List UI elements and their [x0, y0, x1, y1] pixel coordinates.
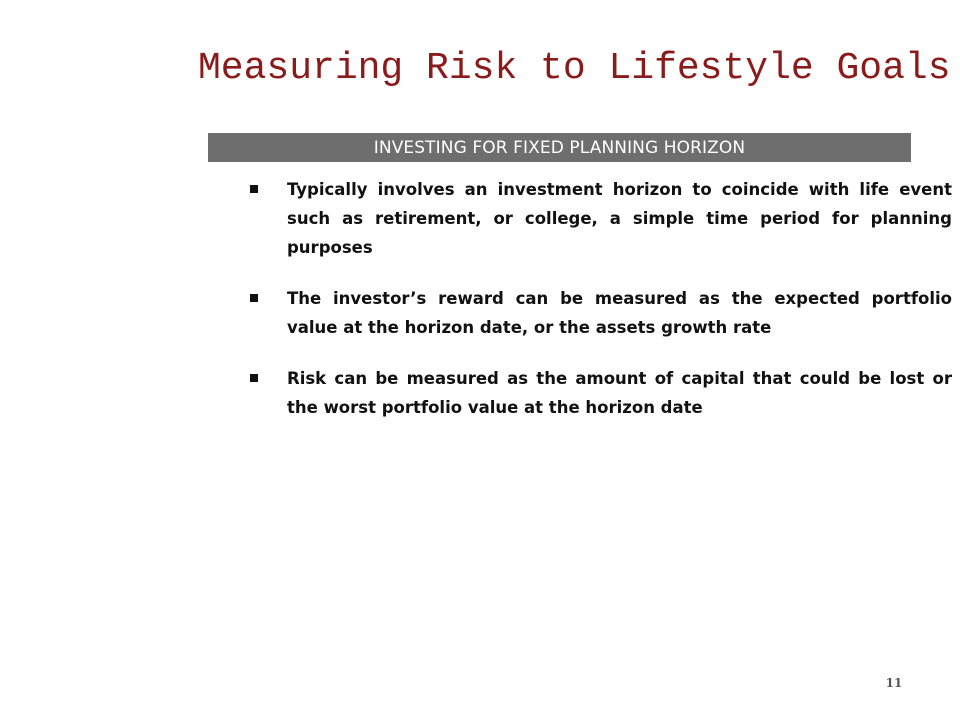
bullet-list: [250, 175, 952, 444]
page-number: 11: [885, 676, 903, 690]
list-item: [250, 284, 952, 342]
bullet-text: The investor’s reward can be measured as the expected portfolio value at the horizon date, or the assets growth rate: [287, 289, 952, 337]
square-bullet-icon: [250, 374, 258, 382]
bullet-text: Risk can be measured as the amount of capital that could be lost or the worst portfolio value at the horizon date: [287, 369, 952, 417]
section-header-bar: [208, 133, 911, 162]
square-bullet-icon: [250, 185, 258, 193]
list-item: [250, 364, 952, 422]
section-header-label: INVESTING FOR FIXED PLANNING HORIZON: [373, 138, 746, 158]
bullet-text: Typically involves an investment horizon to coincide with life event such as retirement, or college, a simple time period for planning purposes: [287, 180, 952, 257]
square-bullet-icon: [250, 294, 258, 302]
slide-title: Measuring Risk to Lifestyle Goals: [198, 47, 951, 90]
list-item: [250, 175, 952, 262]
